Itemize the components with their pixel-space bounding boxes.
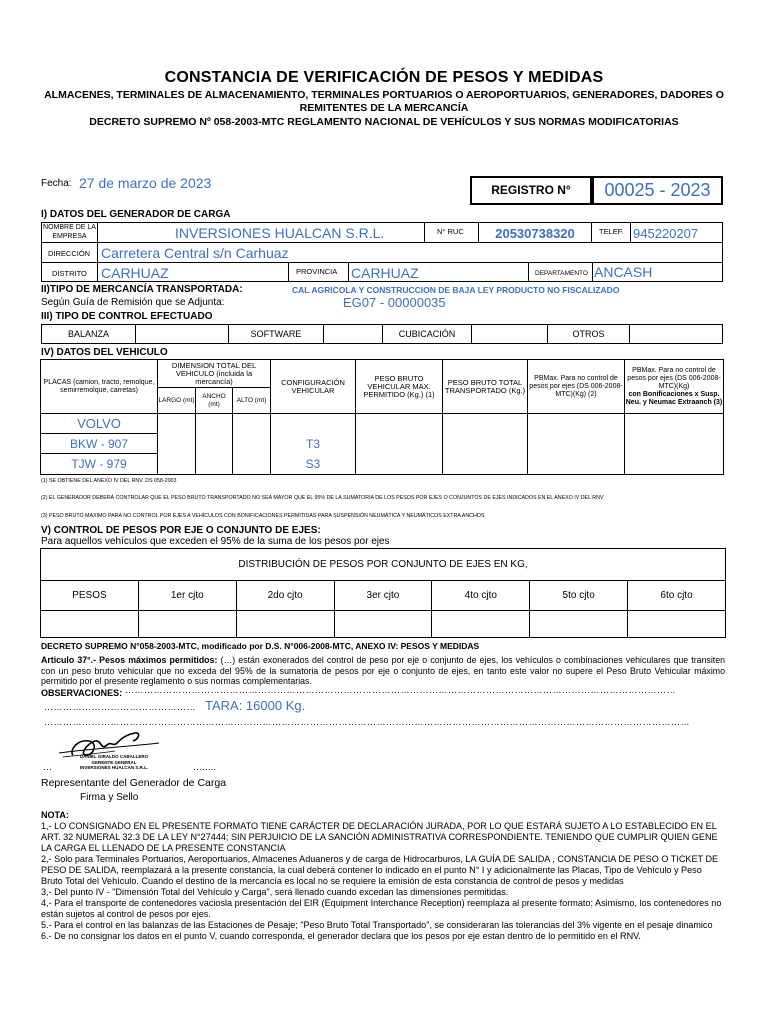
control-balanza-cell	[41, 324, 136, 344]
footnote-3: (3) PESO BRUTO MAXIMO PARA NO CONTROL POR EJES A VEHÍCULOS CON BONIFICACIONES PERMITIDAS PARA SUSPENSIÓN NEUMÁTICA Y NEUMÁTICOS EXTRA ANCHOS	[41, 513, 485, 519]
distrito-label-cell	[41, 262, 98, 282]
placa-cell: BKW - 907	[41, 434, 158, 454]
section-2-title: II)TIPO DE MERCANCÍA TRANSPORTADA:	[41, 284, 243, 295]
section-5-title: V) CONTROL DE PESOS POR EJE O CONJUNTO DE EJES:	[41, 525, 321, 536]
vehicle-table	[40, 359, 724, 475]
signature-image	[55, 727, 165, 775]
nota-3: 3,- Del punto IV - "Dimensión Total del Vehículo y Carga", será llenado cuando excedan las dimensiones permitidas.	[41, 887, 509, 897]
pesos-cell[interactable]	[530, 611, 628, 638]
provincia-label: PROVINCIA	[296, 267, 338, 276]
pesos-table-header: DISTRIBUCIÓN DE PESOS POR CONJUNTO DE EJES EN KG,	[41, 549, 726, 581]
fecha-label: Fecha:	[41, 178, 72, 189]
direccion-value: Carretera Central s/n Carhuaz	[101, 245, 289, 261]
col-cjto-6: 6to cjto	[628, 581, 726, 611]
observaciones-line-1: …………………………………………………………………………………………………………………………………………………………	[125, 685, 676, 695]
nota-4: 4,- Para el transporte de contenedores vaciosla presentación del EIR (Equipment Interchance Reception) reemplaza al presente formato; Asimismo, los contenedores no están sujetos al control de pesos por ejes.	[41, 898, 722, 919]
signature-stamp	[69, 754, 159, 771]
control-otros-cell	[547, 324, 630, 344]
section-3-title: III) TIPO DE CONTROL EFECTUADO	[41, 311, 213, 322]
section-4-title: IV) DATOS DEL VEHICULO	[41, 347, 168, 358]
ruc-cell	[478, 222, 592, 243]
articulo-37-text: (…) están exonerados del control de peso por eje o conjunto de ejes, los vehículos o combinaciones vehiculares que transiten con un peso bruto vehicular que no exceda del 95% de la sumatoria de pesos por eje o conjunto de ejes, en tanto este valor no supere el Peso Bruto Vehicular máximo permitido por el presente reglamento o sus normas complementarias.	[41, 655, 725, 686]
control-cubicacion-cell	[382, 324, 472, 344]
control-balanza-check[interactable]	[135, 324, 229, 344]
peso-total-cell[interactable]	[443, 414, 528, 475]
control-software-check[interactable]	[323, 324, 383, 344]
departamento-value: ANCASH	[594, 264, 653, 280]
direccion-cell	[97, 242, 723, 263]
col-largo: LARGO (mt)	[158, 388, 196, 414]
provincia-value: CARHUAZ	[351, 265, 419, 281]
provincia-label-cell	[288, 262, 349, 282]
telef-label-cell	[591, 222, 631, 243]
mercancia-value: CAL AGRICOLA Y CONSTRUCCION DE BAJA LEY PRODUCTO NO FISCALIZADO	[292, 285, 620, 295]
placa-cell: TJW - 979	[41, 454, 158, 475]
footnote-2: (2) EL GENERADOR DEBERÁ CONTROLAR QUE EL PESO BRUTO TRANSPORTADO NO SEA MAYOR QUE EL 95% DE LA SUMATORIA DE LOS PESOS POR EJES O CONJUNTOS DE EJES INDICADOS EN EL ANEXO IV DEL RNV	[41, 495, 604, 501]
col-cjto-5: 5to cjto	[530, 581, 628, 611]
empresa-label: NOMBRE DE LA EMPRESA	[43, 224, 96, 240]
col-placas: PLACAS (camion, tracto, remolque, semirremolque, carretas)	[41, 360, 158, 414]
registro-value: 00025 - 2023	[604, 180, 711, 200]
control-cubicacion-label: CUBICACIÓN	[398, 329, 456, 339]
table-row	[41, 414, 724, 434]
observaciones-label: OBSERVACIONES:	[41, 688, 123, 698]
col-pbmax-3-b: con Bonificaciones x Susp. Neu. y Neumac Extraanch (3)	[625, 390, 723, 406]
col-peso-bruto-max: PESO BRUTO VEHICULAR MAX. PERMITIDO (Kg.) (1)	[356, 360, 443, 414]
notas-title: NOTA:	[41, 810, 69, 820]
firma-dots-right: ……..	[193, 762, 217, 772]
col-pbmax-3	[625, 360, 724, 414]
registro-value-box	[592, 176, 723, 205]
pesos-cell[interactable]	[628, 611, 726, 638]
pbmax3-cell[interactable]	[625, 414, 724, 475]
subtitle-1: ALMACENES, TERMINALES DE ALMACENAMIENTO, TERMINALES PORTUARIOS O AEROPORTUARIOS, GENERADORES, DADORES O	[44, 89, 724, 101]
pesos-cell[interactable]	[41, 611, 139, 638]
fecha-value: 27 de marzo de 2023	[79, 175, 212, 191]
col-pbmax-3-a: PBMax. Para no control de pesos por ejes (DS 006-2008-MTC)(Kg)	[627, 366, 721, 390]
ruc-value: 20530738320	[495, 226, 575, 241]
departamento-label-cell	[528, 262, 593, 282]
nota-6: 6.- De no consignar los datos en el punto V, cuando corresponda, el generador declara que los pesos por eje estan dentro de lo permitido en el RNV.	[41, 931, 641, 941]
document-title: CONSTANCIA DE VERIFICACIÓN DE PESOS Y MEDIDAS	[164, 69, 604, 86]
alto-cell[interactable]	[233, 414, 271, 475]
section-1-title: I) DATOS DEL GENERADOR DE CARGA	[41, 209, 231, 220]
ancho-cell[interactable]	[196, 414, 233, 475]
tara-value: TARA: 16000 Kg.	[205, 698, 306, 713]
col-alto: ALTO (mt)	[233, 388, 271, 414]
section-5-subtitle: Para aquellos vehículos que exceden el 95% de la suma de los pesos por ejes	[41, 536, 390, 547]
telef-label: TELEF.	[599, 227, 624, 236]
registro-label: REGISTRO N°	[491, 183, 571, 197]
departamento-label: DEPARTAMENTO	[535, 270, 588, 277]
control-otros-check[interactable]	[629, 324, 723, 344]
col-cjto-1: 1er cjto	[138, 581, 236, 611]
distrito-value: CARHUAZ	[101, 265, 169, 281]
subtitle-2: REMITENTES DE LA MERCANCÍA	[299, 102, 469, 114]
control-software-label: SOFTWARE	[250, 329, 302, 339]
col-cjto-2: 2do cjto	[236, 581, 334, 611]
guia-label: Según Guía de Remisión que se Adjunta:	[41, 297, 225, 308]
distrito-cell	[97, 262, 289, 282]
firma-sello-label: Firma y Sello	[80, 792, 139, 803]
pesos-cell[interactable]	[432, 611, 530, 638]
direccion-label: DIRECCIÓN	[48, 249, 91, 258]
direccion-label-cell	[41, 242, 98, 263]
peso-max-cell[interactable]	[356, 414, 443, 475]
control-row	[41, 324, 723, 344]
distrito-label: DISTRITO	[52, 269, 87, 278]
guia-value: EG07 - 00000035	[343, 295, 446, 310]
col-pesos: PESOS	[41, 581, 139, 611]
pesos-cell[interactable]	[138, 611, 236, 638]
empresa-label-cell	[41, 222, 98, 243]
config-cell: T3	[271, 434, 356, 454]
control-otros-label: OTROS	[572, 329, 605, 339]
stamp-line-1: DANIEL GIRALDO CABALLERO	[79, 754, 149, 759]
control-balanza-label: BALANZA	[67, 329, 109, 339]
empresa-cell	[97, 222, 425, 243]
config-cell	[271, 414, 356, 434]
empresa-value: INVERSIONES HUALCAN S.R.L.	[175, 225, 385, 241]
col-peso-bruto-total: PESO BRUTO TOTAL TRANSPORTADO (Kg.)	[443, 360, 528, 414]
config-cell: S3	[271, 454, 356, 475]
representante-label: Representante del Generador de Carga	[41, 777, 227, 789]
nota-5: 5.- Para el control en las balanzas de las Estaciones de Pesaje; "Peso Bruto Total Transportado", se consideraran las tolerancias del 3% vigente en el pesaje dinamico	[41, 920, 713, 930]
nota-1: 1,- LO CONSIGNADO EN EL PRESENTE FORMATO TIENE CARÁCTER DE DECLARACIÓN JURADA, POR LO QUE ESTARÁ SUJETO A LO ESTABLECIDO EN EL ART. 32 NUMERAL 32.3 DE LA LEY N°27444; SIN PERJUICIO DE LA SANCIÓN ADMINISTRATIVA CORRESPONDIENTE. TENIENDO QUE CUMPLIR QUIEN GENE LA CARGA EL LLENADO DE LA PRESENTE CONSTANCIA	[41, 821, 718, 853]
ruc-label-cell	[424, 222, 479, 243]
decreto-title: DECRETO SUPREMO N°058-2003-MTC, modificado por D.S. N°006-2008-MTC, ANEXO IV: PESOS Y MEDIDAS	[41, 641, 480, 651]
col-cjto-3: 3er cjto	[334, 581, 432, 611]
observaciones-line-3: ……………………………………………………………………………………………………………………………………………………………………………………	[44, 717, 690, 727]
col-pbmax-2: PBMax. Para no control de pesos por ejes (DS 006-2008-MTC)(Kg) (2)	[528, 360, 625, 414]
control-software-cell	[228, 324, 324, 344]
observaciones-line-2a: …………………………………………	[44, 702, 196, 712]
stamp-line-2: GERENTE GENERAL	[91, 759, 137, 765]
articulo-37-bold: Articulo 37°.- Pesos máximos permitidos:	[41, 655, 218, 665]
control-cubicacion-check[interactable]	[471, 324, 548, 344]
col-config: CONFIGURACIÓN VEHICULAR	[271, 360, 356, 414]
telef-value: 945220207	[633, 226, 699, 241]
col-ancho: ANCHO (mt)	[196, 388, 233, 414]
table-row	[41, 611, 726, 638]
pesos-table	[40, 548, 726, 638]
pesos-cell[interactable]	[236, 611, 334, 638]
nota-2: 2,- Solo para Terminales Portuarios, Aeroportuarios, Almacenes Aduaneros y de carga de Hidrocarburos, LA GUÍA DE SALIDA , CONSTANCIA DE PESO O TICKET DE PESO DE SALIDA, reemplazará a la presente constancia, la cual deberá contener lo indicado en el punto N° I y adicionalmente las Placas, Tipo de Vehículo y Peso Bruto Total del Vehículo. Cuando el destino de la mercancía es local no se requiere la emisión de esta constancia de control de pesos y medidas	[41, 854, 719, 886]
ruc-label: N° RUC	[437, 227, 464, 236]
placa-cell: VOLVO	[41, 414, 158, 434]
col-dimension: DIMENSION TOTAL DEL VEHICULO (incluida la mercancía)	[158, 360, 271, 388]
col-cjto-4: 4to cjto	[432, 581, 530, 611]
pesos-cell[interactable]	[334, 611, 432, 638]
provincia-cell	[348, 262, 529, 282]
footnote-1: (1) SE OBTIENE DEL ANEXO IV DEL RNV. DS 058-2003	[41, 478, 177, 484]
subtitle-3: DECRETO SUPREMO Nº 058-2003-MTC REGLAMENTO NACIONAL DE VEHÍCULOS Y SUS NORMAS MODIFICATORIAS	[89, 116, 679, 128]
articulo-37	[41, 655, 725, 687]
largo-cell[interactable]	[158, 414, 196, 475]
registro-label-box	[470, 176, 592, 205]
pbmax2-cell[interactable]	[528, 414, 625, 475]
stamp-line-3: INVERSIONES HUALCAN S.R.L.	[79, 765, 149, 770]
departamento-cell	[592, 262, 723, 282]
firma-dots-left: …	[43, 762, 52, 772]
telef-cell	[630, 222, 723, 243]
